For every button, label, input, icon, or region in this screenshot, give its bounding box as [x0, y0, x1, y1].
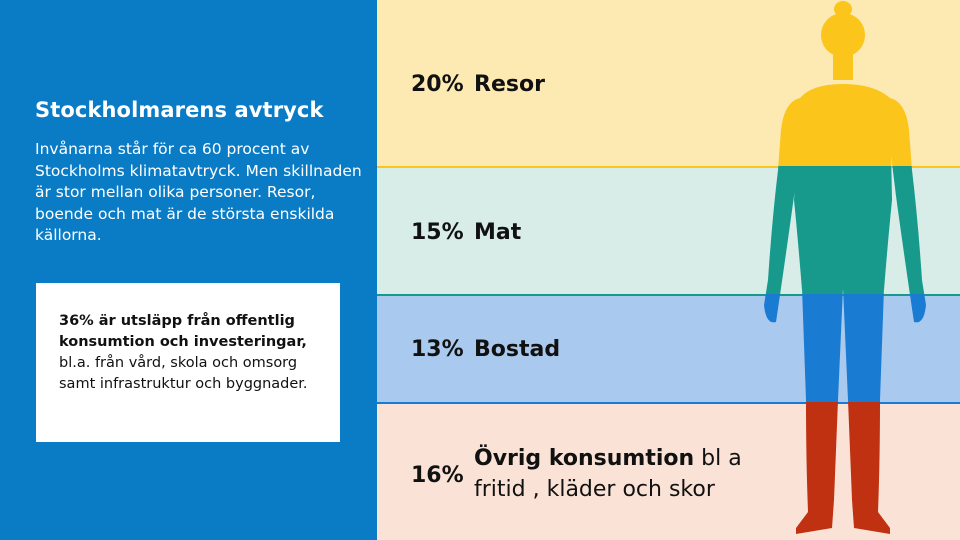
- figure-segment-3: [740, 294, 930, 402]
- left-panel: [0, 0, 377, 540]
- callout-box: [36, 283, 340, 442]
- intro-text: Invånarna står för ca 60 procent av Stockholms klimatavtryck. Men skillnaden är stor mellan olika personer. Resor, boende och mat är de största enskilda källorna.: [35, 140, 362, 244]
- band-label-bostad: Bostad: [474, 337, 561, 362]
- page-title: Stockholmarens avtryck: [35, 98, 324, 122]
- figure-segment-1: [740, 0, 930, 166]
- band-percent-resor: 20%: [411, 72, 464, 97]
- band-label-resor: Resor: [474, 72, 545, 97]
- figure-segment-4: [740, 402, 930, 540]
- callout-text: bl.a. från vård, skola och omsorg samt infrastruktur och byggnader.: [59, 355, 308, 392]
- human-silhouette-icon: [740, 0, 930, 540]
- callout-bold-text: 36% är utsläpp från offentlig konsumtion och investeringar,: [59, 313, 307, 350]
- band-percent-mat: 15%: [411, 220, 464, 245]
- band-percent-ovrig: 16%: [411, 463, 464, 488]
- band-label-ovrig-sub: bl a fritid , kläder och skor: [474, 446, 742, 502]
- band-label-ovrig-bold: Övrig konsumtion: [474, 446, 695, 471]
- band-percent-bostad: 13%: [411, 337, 464, 362]
- band-label-mat: Mat: [474, 220, 522, 245]
- band-label-ovrig: [474, 443, 774, 505]
- figure-segment-2: [740, 166, 930, 294]
